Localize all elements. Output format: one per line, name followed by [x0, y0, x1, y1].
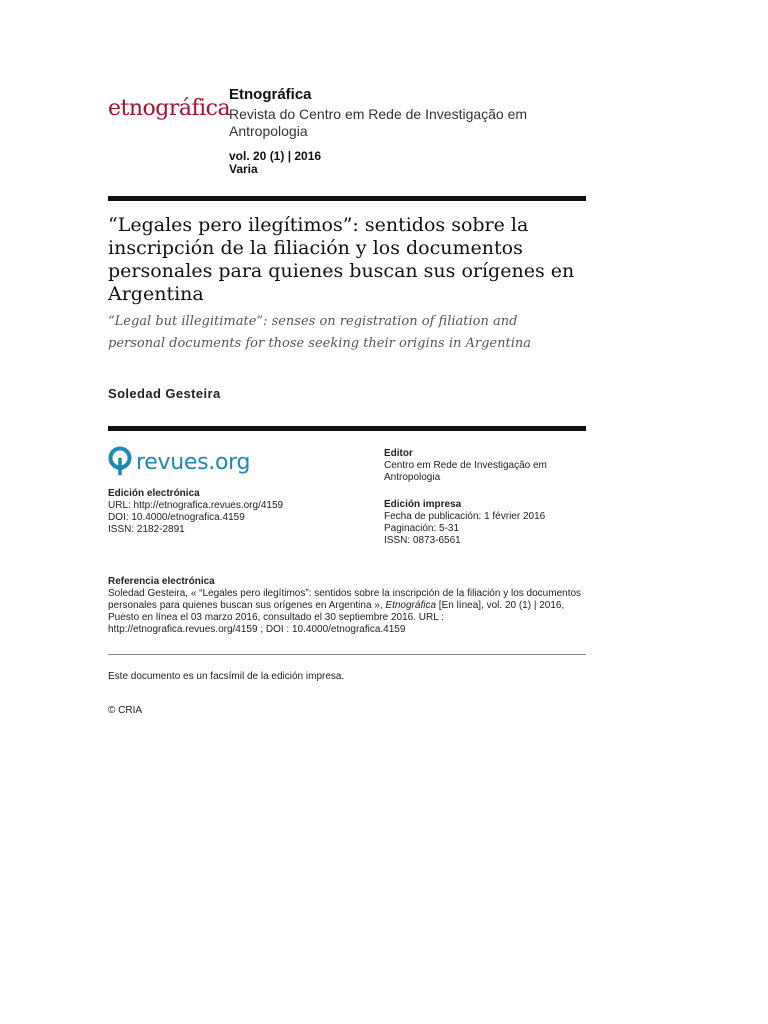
revues-leaf-icon [108, 447, 132, 477]
edicion-issn: ISSN: 2182-2891 [108, 524, 185, 535]
editor-name: Centro em Rede de Investigação em Antropologia [384, 460, 547, 483]
edicion-electronica [108, 488, 368, 536]
divider-bottom [108, 654, 586, 655]
facsimile-note: Este documento es un facsímil de la edición impresa. [108, 671, 345, 682]
editor-label: Editor [384, 448, 413, 459]
journal-subtitle: Revista do Centro em Rede de Investigação em Antropologia [229, 106, 528, 139]
edicion-url[interactable]: URL: http://etnografica.revues.org/4159 [108, 500, 284, 511]
fecha-publicacion: Fecha de publicación: 1 février 2016 [384, 511, 546, 522]
article-title-translation: “Legal but illegitimate”: senses on registration of filiation and personal documents for those seeking their origins in Argentina [108, 314, 531, 351]
edicion-impresa [384, 499, 584, 547]
article-title: “Legales pero ilegítimos”: sentidos sobre la inscripción de la filiación y los documentos personales para quienes buscan sus orígenes en Argentina [108, 214, 575, 305]
journal-logo: etnográfica [108, 96, 231, 121]
edicion-doi[interactable]: DOI: 10.4000/etnografica.4159 [108, 512, 245, 523]
volume-block [229, 150, 529, 176]
referencia-journal: Etnográfica [385, 600, 437, 611]
editor-block [384, 448, 584, 484]
revues-logo [108, 446, 250, 478]
impresa-issn: ISSN: 0873-6561 [384, 535, 461, 546]
referencia-electronica [108, 576, 586, 636]
referencia-text [108, 588, 586, 636]
referencia-label: Referencia electrónica [108, 576, 215, 587]
copyright: © CRIA [108, 705, 143, 716]
revues-logo-text: revues.org [136, 449, 251, 475]
edicion-impresa-label: Edición impresa [384, 499, 462, 510]
referencia-text-before: Soledad Gesteira, « “Legales pero ilegítimos”: sentidos sobre la inscripción de la filiación y los documentos personales para quienes buscan sus orígenes en Argentina », [108, 588, 582, 611]
referencia-text-after[interactable]: [En línea], vol. 20 (1) | 2016, Puesto en línea el 03 marzo 2016, consultado el 30 septiembre 2016. URL : http://etnografica.revues.org/4159 ; DOI : 10.4000/etnografica.4159 [108, 600, 565, 635]
journal-title: Etnográfica [229, 86, 312, 103]
volume-number: vol. 20 (1) | 2016 [229, 149, 322, 163]
article-author: Soledad Gesteira [108, 386, 221, 401]
section-name: Varia [229, 162, 258, 176]
divider-top [108, 196, 586, 201]
edicion-electronica-label: Edición electrónica [108, 488, 200, 499]
journal-header [229, 86, 589, 140]
divider-middle [108, 426, 586, 431]
paginacion: Paginación: 5-31 [384, 523, 460, 534]
